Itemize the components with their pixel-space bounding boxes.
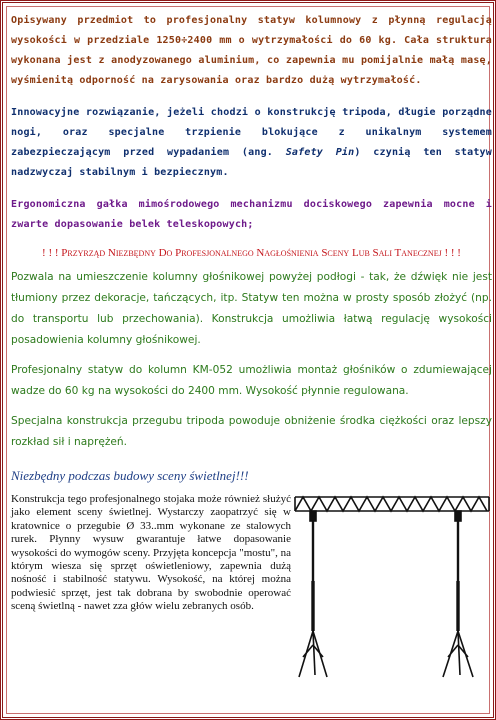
safety-pin-term: Safety Pin (285, 147, 355, 158)
mounting-paragraph: Pozwala na umieszczenie kolumny głośnikowej powyżej podłogi - tak, że dźwięk nie jest tłumiony przez dekoracje, tańczących, itp. Statyw ten można w prosty sposób złożyć (np. do transportu lub przechowania). Konstrukcja umożliwia łatwą regulację wysokości posadowienia kolumny głośnikowej. (11, 271, 492, 346)
lighting-truss-stand-illustration (293, 481, 491, 681)
tripod-text-start: Innowacyjne rozwiązanie, jeżeli chodzi o konstrukcję tripoda, długie porządne nogi, oraz specjalne trzpienie blokujące z unikalnym systemem zabezpieczającym przed wypadaniem (ang. (11, 107, 492, 158)
joint-paragraph: Specjalna konstrukcja przegubu tripoda powoduje obniżenie środka ciężkości oraz lepszy rozkład sił i naprężeń. (11, 415, 492, 448)
lighting-section (11, 493, 492, 693)
tripod-text-end: ) czynią ten statyw nadzwyczaj stabilnym i bezpiecznym. (11, 147, 492, 178)
intro-paragraph: Opisywany przedmiot to profesjonalny statyw kolumnowy z płynną regulacją wysokości w przedziale 1250÷2400 mm o wytrzymałości do 60 kg. Cała struktura wykonana jest z anodyzowanego aluminium, co zapewnia mu pomijalnie małą masę, wyśmienitą odporność na zarysowania oraz bardzo dużą wytrzymałość. (11, 15, 492, 86)
knob-paragraph: Ergonomiczna gałka mimośrodowego mechanizmu dociskowego zapewnia mocne i zwarte dopasowanie belek teleskopowych; (11, 199, 492, 230)
lighting-subheading: Niezbędny podczas budowy sceny świetlnej!!! (11, 468, 249, 483)
lighting-paragraph: Konstrukcja tego profesjonalnego stojaka może również służyć jako element sceny świetlnej. Wystarczy zaopatrzyć się w kratownice o przegubie Ø 33..mm wykonane ze stalowych rurek. Płynny wysuw gwarantuje łatwe dopasowanie wysokości do wymogów sceny. Przyjęta koncepcja "mostu", na którym wiesza się sprzęt oświetleniowy, zapewnia dużą nośność i stabilność statywu. Wysokość, na której można podwiesić sprzęt, jest tak dobrana by swobodnie operować sceną świetlną - nawet zza głów wielu zebranych osób. (11, 493, 291, 613)
tripod-paragraph (11, 103, 492, 183)
description-content (11, 11, 492, 693)
capacity-paragraph: Profesjonalny statyw do kolumn KM-052 umożliwia montaż głośników o zdumiewającej wadze do 60 kg na wysokości do 2400 mm. Wysokość płynnie regulowana. (11, 364, 492, 397)
alert-banner: ! ! ! Przyrząd Niezbędny Do Profesjonalnego Nagłośnienia Sceny Lub Sali Tanecznej ! ! ! (42, 247, 461, 259)
